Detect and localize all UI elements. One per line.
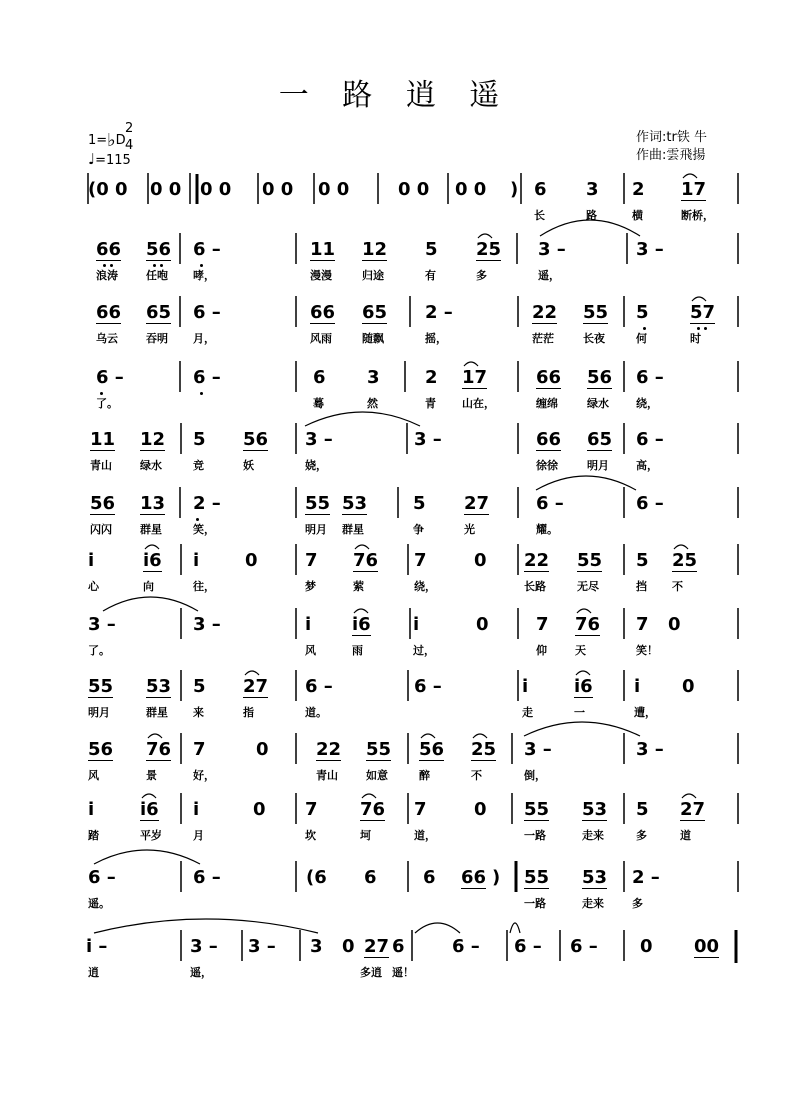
- note: 11: [90, 429, 116, 450]
- note: 6 –: [636, 429, 664, 450]
- note: 53: [146, 676, 172, 697]
- note: 17: [462, 367, 488, 388]
- lyric: 指: [243, 706, 254, 719]
- note: 6: [364, 867, 377, 888]
- note: 66: [536, 429, 562, 450]
- lyric: 茫茫: [532, 332, 554, 345]
- slur: [540, 220, 640, 236]
- time-top: 2: [125, 121, 134, 136]
- note: 3: [586, 179, 599, 200]
- octave-dot: [200, 392, 203, 395]
- note: 0: [682, 676, 695, 697]
- note: 27: [243, 676, 269, 697]
- lyric: 走: [522, 706, 533, 719]
- note: 0: [640, 936, 653, 957]
- lyric: 向: [143, 580, 154, 593]
- note: 66: [310, 302, 336, 323]
- note: 6 –: [514, 936, 542, 957]
- note: ): [510, 179, 519, 200]
- note: 17: [681, 179, 707, 200]
- song-title: 一 路 逍 遥: [278, 78, 512, 113]
- note: 0 0: [150, 179, 182, 200]
- note: 2 –: [425, 302, 453, 323]
- note: ): [492, 867, 501, 888]
- tie: [577, 609, 591, 613]
- lyric: 哮，: [193, 269, 215, 282]
- note: i6: [140, 799, 159, 820]
- tie: [576, 671, 590, 675]
- lyric: 断桥，: [681, 209, 714, 222]
- note: 7: [414, 550, 427, 571]
- lyric: 走来: [582, 897, 604, 910]
- lyric: 往，: [193, 580, 215, 593]
- lyric: 了。: [96, 397, 118, 410]
- note: 5: [193, 676, 206, 697]
- lyric: 一路: [524, 897, 546, 910]
- note: 3 –: [88, 614, 116, 635]
- note: 6 –: [452, 936, 480, 957]
- note: 6 –: [193, 302, 221, 323]
- note: 7: [305, 550, 318, 571]
- lyric: 梦: [305, 580, 316, 593]
- lyric: 了。: [88, 644, 110, 657]
- lyric: 乌云: [96, 332, 118, 345]
- note: 6 –: [305, 676, 333, 697]
- composer: 作曲:雲飛揚: [636, 148, 706, 163]
- tie: [683, 174, 697, 178]
- lyric: 绿水: [140, 459, 162, 472]
- note: 66: [461, 867, 487, 888]
- note: 2: [632, 179, 645, 200]
- lyric: 道。: [305, 706, 327, 719]
- note: 0: [668, 614, 681, 635]
- note: 6 –: [96, 367, 124, 388]
- lyric: 坎: [305, 829, 316, 842]
- lyric: 多: [476, 269, 487, 282]
- note: 66: [96, 302, 122, 323]
- note: 5: [193, 429, 206, 450]
- octave-dot: [200, 264, 203, 267]
- lyric: 仰: [536, 644, 547, 657]
- slur: [305, 412, 420, 426]
- lyric: 风: [305, 644, 316, 657]
- note: 66: [96, 239, 122, 260]
- slur: [524, 722, 640, 736]
- note: 56: [90, 493, 116, 514]
- quarter-note-icon: ♩: [88, 150, 96, 168]
- octave-dot: [697, 327, 700, 330]
- note: 66: [536, 367, 562, 388]
- note: 6 –: [88, 867, 116, 888]
- note: i: [305, 614, 312, 635]
- note: (6: [306, 867, 327, 888]
- lyric: 道: [680, 829, 691, 842]
- note: 3: [310, 936, 323, 957]
- lyric: 高，: [636, 459, 658, 472]
- note: 7: [536, 614, 549, 635]
- note: 27: [364, 936, 390, 957]
- note: 76: [146, 739, 172, 760]
- note: 56: [243, 429, 269, 450]
- lyric: 摇，: [425, 332, 447, 345]
- note: 5: [413, 493, 426, 514]
- note: 6 –: [193, 239, 221, 260]
- lyric: 如意: [366, 769, 388, 782]
- note: 55: [577, 550, 603, 571]
- tie: [478, 234, 492, 238]
- octave-dot: [160, 264, 163, 267]
- note: 3 –: [248, 936, 276, 957]
- slur: [415, 923, 460, 933]
- lyric: 归途: [362, 269, 384, 282]
- tie: [464, 362, 478, 366]
- tie: [362, 794, 376, 798]
- tie: [674, 545, 688, 549]
- octave-dot: [103, 264, 106, 267]
- tie: [682, 794, 696, 798]
- lyric: 蓦: [313, 397, 324, 410]
- lyricist: 作词:tr铁 牛: [636, 130, 707, 145]
- note: 55: [366, 739, 392, 760]
- note: 2 –: [193, 493, 221, 514]
- note: 53: [342, 493, 368, 514]
- note: 76: [575, 614, 601, 635]
- note: 3: [367, 367, 380, 388]
- slur: [510, 923, 520, 933]
- note: 0: [253, 799, 266, 820]
- lyric: 雨: [352, 644, 363, 657]
- note: 25: [672, 550, 698, 571]
- note: (0 0: [88, 179, 128, 200]
- lyric: 绕，: [414, 580, 436, 593]
- note: 13: [140, 493, 166, 514]
- lyric: 娆，: [305, 459, 327, 472]
- note: 3 –: [636, 739, 664, 760]
- note: i: [88, 550, 95, 571]
- slur: [94, 850, 200, 864]
- lyric: 一路: [524, 829, 546, 842]
- note: 0: [476, 614, 489, 635]
- note: 00: [694, 936, 720, 957]
- note: 65: [587, 429, 613, 450]
- lyric: 月，: [193, 332, 215, 345]
- octave-dot: [100, 392, 103, 395]
- octave-dot: [153, 264, 156, 267]
- note: 6: [392, 936, 405, 957]
- note: i: [413, 614, 420, 635]
- note: 6 –: [636, 493, 664, 514]
- note: 6: [534, 179, 547, 200]
- note: 55: [524, 867, 550, 888]
- note: 0 0: [262, 179, 294, 200]
- lyric: 长: [534, 209, 545, 222]
- note: 55: [305, 493, 331, 514]
- lyric: 随飘: [362, 332, 384, 345]
- octave-dot: [110, 264, 113, 267]
- lyric: 多逍: [360, 966, 382, 979]
- note: 0 0: [200, 179, 232, 200]
- tempo-value: =115: [95, 153, 131, 168]
- lyric: 路: [586, 209, 597, 222]
- note: 0: [342, 936, 355, 957]
- lyric: 踏: [88, 829, 99, 842]
- note: 7: [414, 799, 427, 820]
- lyric: 山在，: [462, 397, 495, 410]
- note: 6 –: [414, 676, 442, 697]
- note: 56: [419, 739, 445, 760]
- lyric: 月: [193, 829, 204, 842]
- note: 56: [587, 367, 613, 388]
- lyric: 心: [88, 580, 99, 593]
- tie: [692, 297, 706, 301]
- lyric: 倒，: [524, 769, 546, 782]
- note: 6 –: [536, 493, 564, 514]
- lyric: 长夜: [583, 332, 605, 345]
- note: 3 –: [414, 429, 442, 450]
- note: 6: [423, 867, 436, 888]
- note: i: [634, 676, 641, 697]
- lyric: 走来: [582, 829, 604, 842]
- lyric: 闪闪: [90, 523, 112, 536]
- note: 22: [316, 739, 342, 760]
- tie: [421, 734, 435, 738]
- lyric: 长路: [524, 580, 546, 593]
- lyric: 争: [413, 523, 424, 536]
- lyric: 群星: [146, 706, 168, 719]
- lyric: 时: [690, 332, 701, 345]
- note: 55: [583, 302, 609, 323]
- note: 65: [362, 302, 388, 323]
- note: 2: [425, 367, 438, 388]
- note: 27: [680, 799, 706, 820]
- lyric: 浪涛: [96, 269, 118, 282]
- lyric: 过，: [413, 644, 435, 657]
- note: 5: [425, 239, 438, 260]
- lyric: 漫漫: [310, 269, 332, 282]
- lyric: 不: [672, 580, 683, 593]
- tie: [148, 734, 162, 738]
- note: 0: [474, 799, 487, 820]
- lyric: 平岁: [140, 829, 162, 842]
- note: 2 –: [632, 867, 660, 888]
- tie: [145, 545, 159, 549]
- note: i6: [574, 676, 593, 697]
- lyric: 缠绵: [536, 397, 558, 410]
- note: 0: [245, 550, 258, 571]
- flat-icon: ♭: [107, 130, 116, 151]
- lyric: 景: [146, 769, 157, 782]
- lyric: 然: [367, 397, 378, 410]
- lyric: 绿水: [587, 397, 609, 410]
- lyric: 笑！: [636, 644, 658, 657]
- time-bottom: 4: [125, 138, 134, 153]
- lyric: 光: [464, 523, 475, 536]
- lyric: 遥！: [392, 966, 414, 979]
- note: 27: [464, 493, 490, 514]
- note: 55: [88, 676, 114, 697]
- key-letter: D: [115, 133, 126, 148]
- note: 57: [690, 302, 716, 323]
- note: i: [193, 799, 200, 820]
- note: i6: [143, 550, 162, 571]
- note: 53: [582, 867, 608, 888]
- note: 25: [471, 739, 497, 760]
- note: 56: [146, 239, 172, 260]
- tie: [142, 794, 156, 798]
- note: 6 –: [193, 867, 221, 888]
- note: i: [193, 550, 200, 571]
- lyric: 群星: [140, 523, 162, 536]
- lyric: 风雨: [310, 332, 332, 345]
- lyric: 醉: [419, 769, 430, 782]
- note: 7: [193, 739, 206, 760]
- note: 53: [582, 799, 608, 820]
- lyric: 竞: [193, 459, 204, 472]
- lyric: 明月: [587, 459, 609, 472]
- lyric: 青山: [316, 769, 338, 782]
- lyric: 来: [193, 706, 204, 719]
- lyric: 笑，: [193, 523, 215, 536]
- lyric: 风: [88, 769, 99, 782]
- lyric: 青: [425, 397, 436, 410]
- tie: [245, 671, 259, 675]
- lyric: 多: [632, 897, 643, 910]
- note: 12: [362, 239, 388, 260]
- note: 6 –: [636, 367, 664, 388]
- lyric: 青山: [90, 459, 112, 472]
- note: 3 –: [190, 936, 218, 957]
- lyric: 何: [636, 332, 647, 345]
- note: 3 –: [524, 739, 552, 760]
- lyric: 好，: [193, 769, 215, 782]
- note: 6 –: [570, 936, 598, 957]
- note: 7: [636, 614, 649, 635]
- lyric: 明月: [305, 523, 327, 536]
- note: i: [88, 799, 95, 820]
- tie: [473, 734, 487, 738]
- lyric: 徐徐: [536, 459, 558, 472]
- lyric: 道，: [414, 829, 436, 842]
- lyric: 横: [632, 209, 643, 222]
- slur: [536, 476, 636, 490]
- lyric: 任咆: [146, 269, 168, 282]
- lyric: 吞明: [146, 332, 168, 345]
- slur: [103, 597, 198, 611]
- note: 3 –: [193, 614, 221, 635]
- note: i –: [86, 936, 108, 957]
- note: 55: [524, 799, 550, 820]
- note: 76: [360, 799, 386, 820]
- note: 3 –: [305, 429, 333, 450]
- note: 7: [305, 799, 318, 820]
- note: 0 0: [455, 179, 487, 200]
- lyric: 遥，: [190, 966, 212, 979]
- note: 0: [474, 550, 487, 571]
- tie: [355, 545, 369, 549]
- lyric: 萦: [353, 580, 364, 593]
- key-prefix: 1=: [88, 133, 108, 148]
- octave-dot: [704, 327, 707, 330]
- lyric: 挡: [636, 580, 647, 593]
- note: 5: [636, 799, 649, 820]
- lyric: 耀。: [536, 523, 558, 536]
- note: 3 –: [636, 239, 664, 260]
- note: 5: [636, 550, 649, 571]
- note: 22: [532, 302, 558, 323]
- note: i: [522, 676, 529, 697]
- lyric: 群星: [342, 523, 364, 536]
- lyric: 明月: [88, 706, 110, 719]
- note: 0: [256, 739, 269, 760]
- lyric: 坷: [360, 829, 371, 842]
- note: 12: [140, 429, 166, 450]
- lyric: 无尽: [577, 580, 599, 593]
- note: 5: [636, 302, 649, 323]
- lyric: 遥，: [538, 269, 560, 282]
- octave-dot: [643, 327, 646, 330]
- lyric: 有: [425, 269, 436, 282]
- note: 25: [476, 239, 502, 260]
- note: i6: [352, 614, 371, 635]
- lyric: 遥。: [88, 897, 110, 910]
- slur: [94, 919, 318, 933]
- lyric: 不: [471, 769, 482, 782]
- lyric: 天: [575, 644, 586, 657]
- lyric: 妖: [243, 459, 254, 472]
- note: 3 –: [538, 239, 566, 260]
- lyric: 绕，: [636, 397, 658, 410]
- lyric: 逍: [88, 966, 99, 979]
- lyric: 遭，: [634, 706, 656, 719]
- note: 65: [146, 302, 172, 323]
- note: 6 –: [193, 367, 221, 388]
- note: 22: [524, 550, 550, 571]
- lyric: 一: [574, 706, 585, 719]
- note: 0 0: [398, 179, 430, 200]
- note: 0 0: [318, 179, 350, 200]
- note: 6: [313, 367, 326, 388]
- lyric: 多: [636, 829, 647, 842]
- note: 76: [353, 550, 379, 571]
- octave-dot: [196, 518, 199, 521]
- note: 56: [88, 739, 114, 760]
- tie: [354, 609, 368, 613]
- note: 11: [310, 239, 336, 260]
